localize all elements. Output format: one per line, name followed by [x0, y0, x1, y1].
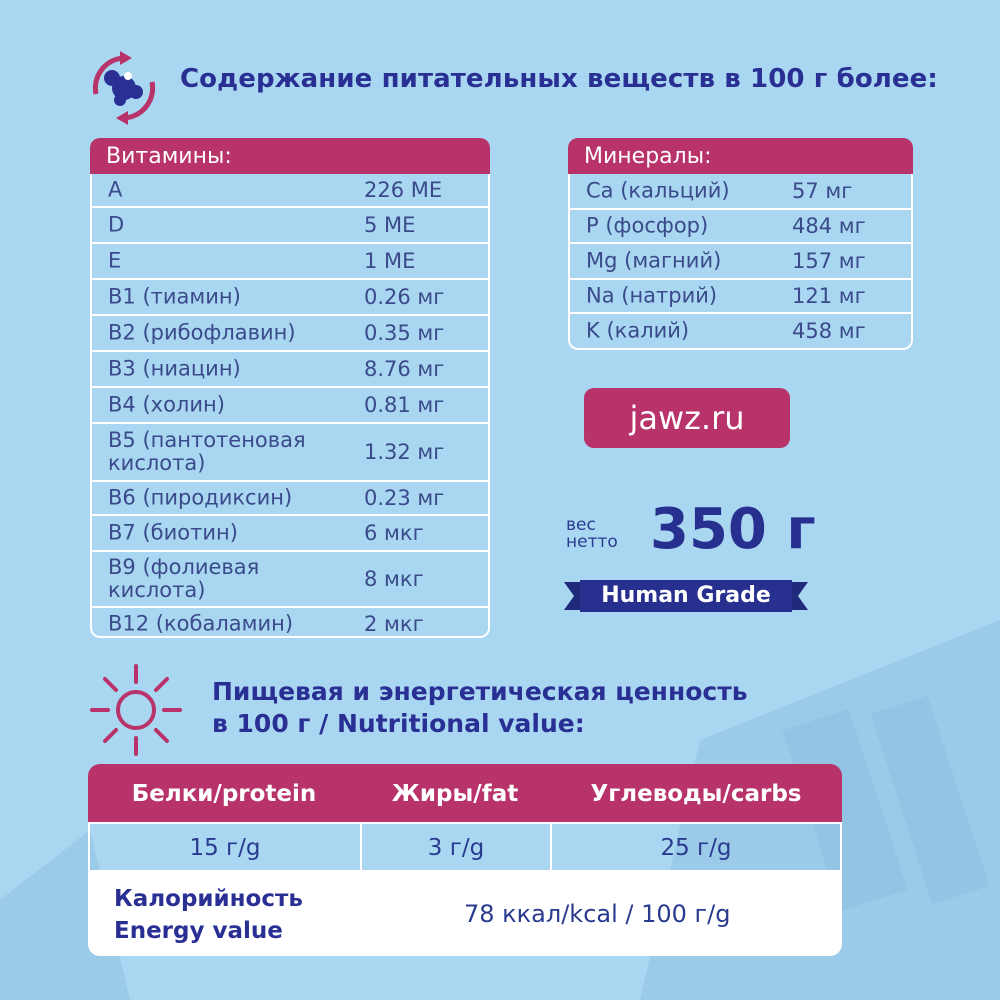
fat-header: Жиры/fat	[391, 781, 519, 807]
mineral-name: Mg (магний)	[586, 248, 722, 273]
human-grade-label: Human Grade	[601, 583, 771, 608]
vitamin-name: D	[108, 212, 125, 237]
vitamin-value: 1 МЕ	[364, 249, 416, 273]
nutrition-table	[88, 764, 842, 956]
protein-header: Белки/protein	[131, 781, 317, 807]
vitamin-value: 8.76 мг	[364, 357, 445, 381]
heading-nutritional-value	[212, 676, 748, 740]
mineral-name: Na (натрий)	[586, 283, 718, 308]
vitamin-row	[92, 208, 488, 244]
energy-row	[88, 872, 842, 956]
mineral-name: P (фосфор)	[586, 213, 709, 238]
energy-label-ru: Калорийность	[114, 886, 303, 912]
vitamin-value: 6 мкг	[364, 521, 424, 545]
vitamin-row	[92, 424, 488, 482]
vitamin-name: B1 (тиамин)	[108, 284, 241, 309]
vitamin-name: E	[108, 248, 122, 273]
energy-value: 78 ккал/kcal / 100 г/g	[464, 900, 731, 928]
vitamin-row	[92, 174, 488, 208]
carbs-value: 25 г/g	[660, 835, 732, 861]
vitamins-title: Витамины:	[90, 138, 490, 174]
weight-value: 350 г	[650, 497, 816, 562]
mineral-value: 57 мг	[792, 179, 853, 203]
vitamin-name: B7 (биотин)	[108, 520, 238, 545]
energy-label-en: Energy value	[114, 918, 283, 944]
heading-nutritional-value-line1: Пищевая и энергетическая ценность	[212, 677, 748, 706]
fat-value: 3 г/g	[427, 835, 485, 861]
vitamin-name: B9 (фолиевая кислота)	[108, 555, 260, 602]
vitamin-row	[92, 316, 488, 352]
vitamin-value: 0.23 мг	[364, 486, 445, 510]
mineral-name: Ca (кальций)	[586, 178, 730, 203]
carbs-header: Углеводы/carbs	[590, 781, 802, 807]
site-badge[interactable]: jawz.ru	[584, 388, 790, 448]
vitamin-row	[92, 552, 488, 608]
vitamin-row	[92, 482, 488, 516]
weight-label	[566, 517, 618, 551]
vitamin-row	[92, 608, 488, 640]
sun-icon	[88, 662, 184, 758]
molecule-icon	[84, 48, 164, 128]
vitamin-value: 5 МЕ	[364, 213, 416, 237]
vitamin-value: 1.32 мг	[364, 440, 445, 464]
weight-label-line2: нетто	[566, 532, 618, 552]
vitamin-name: B5 (пантотеновая кислота)	[108, 428, 306, 475]
mineral-value: 121 мг	[792, 284, 866, 308]
mineral-name: K (калий)	[586, 318, 690, 343]
vitamin-value: 0.35 мг	[364, 321, 445, 345]
vitamin-name: B2 (рибофлавин)	[108, 320, 296, 345]
nutrition-header	[88, 764, 842, 822]
vitamin-name: B6 (пиродиксин)	[108, 485, 293, 510]
vitamin-value: 8 мкг	[364, 567, 424, 591]
vitamin-name: B12 (кобаламин)	[108, 611, 294, 636]
mineral-row	[570, 280, 911, 314]
mineral-row	[570, 210, 911, 244]
vitamin-row	[92, 516, 488, 552]
heading-nutrients: Содержание питательных веществ в 100 г более:	[180, 64, 938, 94]
vitamin-row	[92, 244, 488, 280]
vitamin-value: 0.26 мг	[364, 285, 445, 309]
mineral-value: 484 мг	[792, 214, 866, 238]
protein-value: 15 г/g	[189, 835, 261, 861]
vitamin-row	[92, 352, 488, 388]
mineral-value: 458 мг	[792, 319, 866, 343]
heading-nutritional-value-line2: в 100 г / Nutritional value:	[212, 709, 585, 738]
vitamin-row	[92, 280, 488, 316]
minerals-body	[568, 174, 913, 350]
vitamins-table	[90, 138, 490, 638]
mineral-value: 157 мг	[792, 249, 866, 273]
vitamin-name: B3 (ниацин)	[108, 356, 241, 381]
vitamins-body	[90, 174, 490, 638]
vitamin-value: 226 МЕ	[364, 178, 443, 202]
vitamin-value: 2 мкг	[364, 612, 424, 636]
vitamin-name: A	[108, 177, 123, 202]
weight-label-line1: вес	[566, 515, 596, 535]
minerals-title: Минералы:	[568, 138, 913, 174]
vitamin-value: 0.81 мг	[364, 393, 445, 417]
vitamin-row	[92, 388, 488, 424]
mineral-row	[570, 244, 911, 280]
mineral-row	[570, 174, 911, 210]
nutrition-values-row	[88, 822, 842, 872]
mineral-row	[570, 314, 911, 348]
vitamin-name: B4 (холин)	[108, 392, 225, 417]
minerals-table	[568, 138, 913, 350]
